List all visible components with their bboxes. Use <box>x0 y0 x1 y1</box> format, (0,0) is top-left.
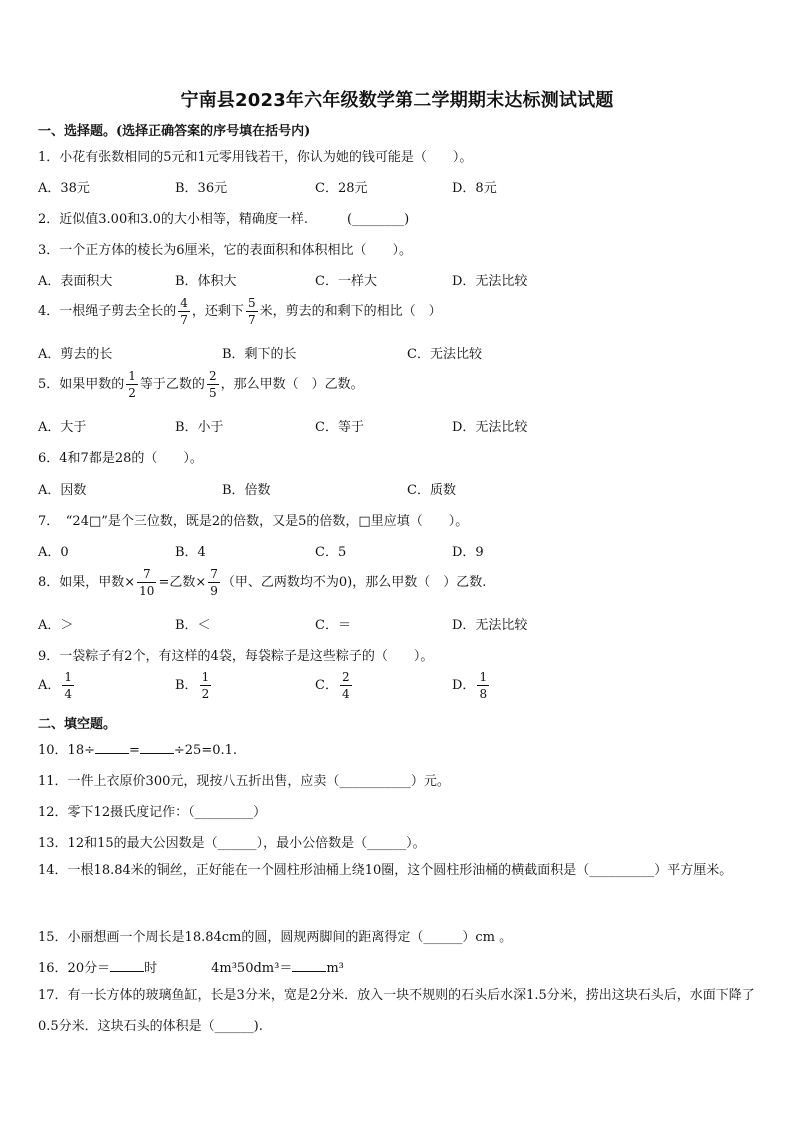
q16-text-a: 16．20分＝ <box>38 961 111 976</box>
question-16 <box>38 957 344 976</box>
q4-text-middle: ，还剩下 <box>191 304 244 319</box>
q5-fraction-b-denominator: 5 <box>208 386 217 400</box>
q8-option-d: D．无法比较 <box>452 618 528 633</box>
q5-option-b: B．小于 <box>175 420 224 435</box>
q9-option-a <box>38 671 76 700</box>
question-6: 6．4和7都是28的（ ）。 <box>38 451 203 466</box>
q8-text-end: （甲、乙两数均不为0)，那么甲数（ ）乙数. <box>221 575 487 590</box>
q7-option-c: C．5 <box>315 545 347 560</box>
q10-text-a: 10．18÷ <box>38 743 95 758</box>
q8-fraction-a-numerator: 7 <box>137 568 156 583</box>
q1-option-b: B．36元 <box>175 181 228 196</box>
question-12: 12．零下12摄氏度记作：（_________） <box>38 805 267 820</box>
q10-text-b: = <box>128 743 140 758</box>
section-fill-heading: 二、填空题。 <box>38 717 117 732</box>
q8-fraction-b <box>208 568 220 597</box>
q9-option-b-numerator: 1 <box>201 670 210 684</box>
q8-option-c: C．＝ <box>315 618 351 633</box>
q5-fraction-a <box>126 370 138 399</box>
q9-option-a-label: A． <box>38 678 61 693</box>
q4-text-start: 4．一根绳子剪去全长的 <box>38 304 177 319</box>
q5-fraction-a-denominator: 2 <box>128 386 136 400</box>
q6-option-c: C．质数 <box>407 483 456 498</box>
q1-option-a: A．38元 <box>38 181 90 196</box>
q9-option-c-denominator: 4 <box>341 687 350 701</box>
q9-option-c-fraction <box>340 671 352 700</box>
q4-fraction-cut <box>178 297 190 326</box>
q5-text-start: 5．如果甲数的 <box>38 377 125 392</box>
q9-option-a-numerator: 1 <box>64 670 73 684</box>
q3-option-b: B．体积大 <box>175 274 237 289</box>
question-7: 7． “24□”是个三位数，既是2的倍数，又是5的倍数，□里应填（ ）。 <box>38 514 469 529</box>
q16-text-b: 时 <box>144 961 158 976</box>
q7-option-a: A．0 <box>38 545 69 560</box>
q5-fraction-a-numerator: 1 <box>128 369 136 383</box>
q3-option-a: A．表面积大 <box>38 274 113 289</box>
q4-fraction-remain-numerator: 5 <box>247 296 256 310</box>
q9-option-c-label: C． <box>315 678 338 693</box>
q9-option-d <box>452 671 491 700</box>
question-13: 13．12和15的最大公因数是（______），最小公倍数是（______）。 <box>38 836 426 851</box>
question-11: 11．一件上衣原价300元，现按八五折出售，应卖（___________）元。 <box>38 774 450 789</box>
question-9: 9．一袋粽子有2个，有这样的4袋，每袋粽子是这些粽子的（ ）。 <box>38 649 434 664</box>
question-8 <box>38 568 486 597</box>
q6-option-a: A．因数 <box>38 483 87 498</box>
question-17: 17．有一长方体的玻璃鱼缸，长是3分米，宽是2分米．放入一块不规则的石头后水深1.5分米，捞出这块石头后，水面下降了0.5分米．这块石头的体积是（______). <box>38 988 755 1034</box>
q16-text-d: m³ <box>326 961 344 976</box>
q9-option-a-denominator: 4 <box>64 687 73 701</box>
q4-option-b: B．剩下的长 <box>222 347 297 362</box>
q10-text-c: ÷25=0.1. <box>173 743 238 758</box>
q9-option-b-denominator: 2 <box>201 687 210 701</box>
q8-fraction-b-numerator: 7 <box>210 567 218 581</box>
q4-fraction-cut-denominator: 7 <box>180 313 188 327</box>
q5-text-end: ，那么甲数（ ）乙数。 <box>220 377 364 392</box>
q4-option-c: C．无法比较 <box>407 347 482 362</box>
q16-text-c: 4m³50dm³＝ <box>211 961 293 976</box>
q16-blank-1[interactable] <box>110 959 144 972</box>
q9-option-b-label: B． <box>175 678 198 693</box>
q5-option-c: C．等于 <box>315 420 364 435</box>
question-1: 1．小花有张数相同的5元和1元零用钱若干，你认为她的钱可能是（ ）。 <box>38 150 473 165</box>
q5-option-d: D．无法比较 <box>452 420 528 435</box>
q1-option-d: D．8元 <box>452 181 497 196</box>
q8-option-b: B．＜ <box>175 618 211 633</box>
question-14: 14．一根18.84米的铜丝，正好能在一个圆柱形油桶上绕10圈，这个圆柱形油桶的横截面积是（__________）平方厘米。 <box>38 863 733 878</box>
q8-text-start: 8．如果，甲数× <box>38 575 136 590</box>
q8-option-a: A．＞ <box>38 618 74 633</box>
q6-option-b: B．倍数 <box>222 483 271 498</box>
q9-option-d-numerator: 1 <box>479 670 488 684</box>
q16-blank-2[interactable] <box>292 959 326 972</box>
q4-fraction-remain-denominator: 7 <box>247 313 256 327</box>
q3-option-c: C．一样大 <box>315 274 377 289</box>
q10-blank-1[interactable] <box>95 741 129 754</box>
page-title: 宁南县2023年六年级数学第二学期期末达标测试试题 <box>180 90 614 111</box>
q1-option-c: C．28元 <box>315 181 368 196</box>
q3-option-d: D．无法比较 <box>452 274 528 289</box>
q8-fraction-a <box>137 568 156 597</box>
q9-option-c-numerator: 2 <box>341 670 350 684</box>
q4-text-end: 米，剪去的和剩下的相比（ ） <box>259 304 442 319</box>
q4-fraction-remain <box>246 297 258 326</box>
q10-blank-2[interactable] <box>140 741 174 754</box>
question-10 <box>38 739 237 758</box>
q5-fraction-b-numerator: 2 <box>208 369 217 383</box>
q9-option-a-fraction <box>62 671 74 700</box>
q8-fraction-a-denominator: 10 <box>139 584 155 598</box>
q9-option-d-label: D． <box>452 678 476 693</box>
q7-option-d: D．9 <box>452 545 484 560</box>
section-choice-heading: 一、选择题。(选择正确答案的序号填在括号内) <box>38 124 311 139</box>
q8-text-middle: =乙数× <box>158 575 207 590</box>
q7-option-b: B．4 <box>175 545 206 560</box>
q5-option-a: A．大于 <box>38 420 87 435</box>
q9-option-d-fraction <box>477 671 489 700</box>
question-3: 3．一个正方体的棱长为6厘米，它的表面积和体积相比（ ）。 <box>38 243 413 258</box>
question-2: 2．近似值3.00和3.0的大小相等，精确度一样. (________) <box>38 212 410 227</box>
q9-option-b <box>175 671 213 700</box>
q8-fraction-b-denominator: 9 <box>210 584 218 598</box>
question-15: 15．小丽想画一个周长是18.84cm的圆，圆规两脚间的距离得定（______）cm 。 <box>38 930 513 945</box>
q4-option-a: A．剪去的长 <box>38 347 113 362</box>
q9-option-d-denominator: 8 <box>479 687 488 701</box>
q5-fraction-b <box>207 370 219 399</box>
q9-option-b-fraction <box>200 671 212 700</box>
q4-fraction-cut-numerator: 4 <box>180 296 188 310</box>
question-5 <box>38 370 364 399</box>
q5-text-middle: 等于乙数的 <box>139 377 205 392</box>
q9-option-c <box>315 671 354 700</box>
question-4 <box>38 297 442 326</box>
